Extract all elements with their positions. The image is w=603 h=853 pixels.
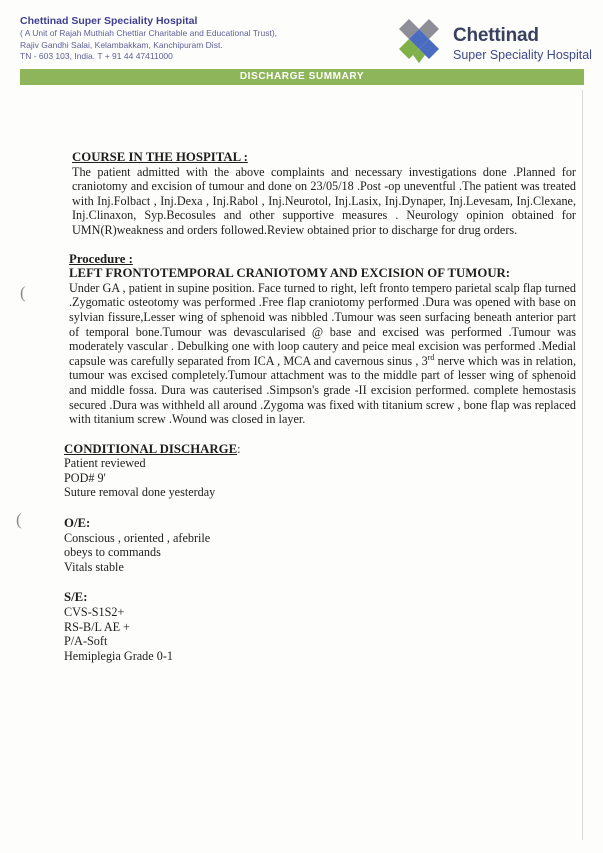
brand-tagline: Super Speciality Hospital [453,48,592,62]
se-heading: S/E: [64,590,88,605]
trust-line: ( A Unit of Rajah Muthiah Chettiar Charitable and Educational Trust), [20,28,278,38]
oe-line: obeys to commands [64,545,161,560]
procedure-text-part2: nerve which was in relation, tumour was excised completely.Tumour attachment was to the middle part of lesser wing of sphenoid and middle fossa. Dura was cauterised .Simpson's grade -II excision performed. complete hemostasis secured .Dura was withheld all around .Zygoma was fixed with titanium screw , bone flap was replaced with titanium screw .Wound was closed in layer. [69,353,576,427]
procedure-heading: Procedure : [69,251,133,266]
course-heading: COURSE IN THE HOSPITAL : [72,150,248,164]
procedure-text [69,281,576,427]
summary-content [64,150,576,663]
se-line: P/A-Soft [64,634,108,649]
hospital-address-block [20,15,277,63]
address-line: Rajiv Gandhi Salai, Kelambakkam, Kanchipuram Dist. [20,39,223,50]
banner-title: DISCHARGE SUMMARY [239,71,365,82]
brand-wordmark [453,25,592,63]
procedure-text-sup: rd [427,352,435,362]
conditional-line: Patient reviewed [64,456,146,471]
course-text: The patient admitted with the above complaints and necessary investigations done .Planned for craniotomy and excision of tumour and done on 23/05/18 .Post -op uneventful .The patient was treated with Inj.Folbact , Inj.Dexa , Inj.Rabol , Inj.Neurotol, Inj.Lasix, Inj.Dynaper, Inj.Levesam, Inj.Clexane, Inj.Clinaxon, Syp.Becosules and other supportive measures . Neurology opinion obtained for UMN(R)weakness and orders followed.Review obtained prior to discharge for drug orders. [72,164,576,237]
conditional-line: Suture removal done yesterday [64,485,216,500]
title-banner [20,69,584,85]
punch-hole-mark-icon: ( [16,510,22,529]
conditional-discharge-colon: : [237,441,241,456]
se-line: RS-B/L AE + [64,619,131,634]
hospital-name: Chettinad Super Speciality Hospital [20,15,198,27]
se-line: CVS-S1S2+ [64,605,125,620]
se-line: Hemiplegia Grade 0-1 [64,648,173,663]
punch-hole-mark-icon: ( [20,283,26,302]
chettinad-cross-logo-icon [395,17,443,65]
procedure-text-part1: Under GA , patient in supine position. Face turned to right, left fronto tempero parietal scalp flap turned .Zygomatic osteotomy was performed .Free flap craniotomy performed .Dura was opened with base on sylvian fissure,Lesser wing of sphenoid was nibbled .Tumour was seen surfacing beneath anterior part of temporal bone.Tumour was devascularised @ base and excised was performed .Tumour was moderately vascular . Debulking one with loop cautery and peice meal excision was performed .Medial capsule was carefully separated from ICA , MCA and cavernous sinus , 3 [69,280,576,368]
contact-line: TN - 603 103, India. T + 91 44 47411000 [20,51,173,61]
page-edge-line [582,90,583,840]
oe-line: Vitals stable [64,559,124,574]
conditional-discharge-heading: CONDITIONAL DISCHARGE [64,441,238,456]
brand-name: Chettinad [453,25,539,46]
conditional-line: POD# 9' [64,470,106,485]
procedure-title: LEFT FRONTOTEMPORAL CRANIOTOMY AND EXCISION OF TUMOUR: [69,266,511,281]
oe-line: Conscious , oriented , afebrile [64,530,211,545]
oe-heading: O/E: [64,516,91,531]
